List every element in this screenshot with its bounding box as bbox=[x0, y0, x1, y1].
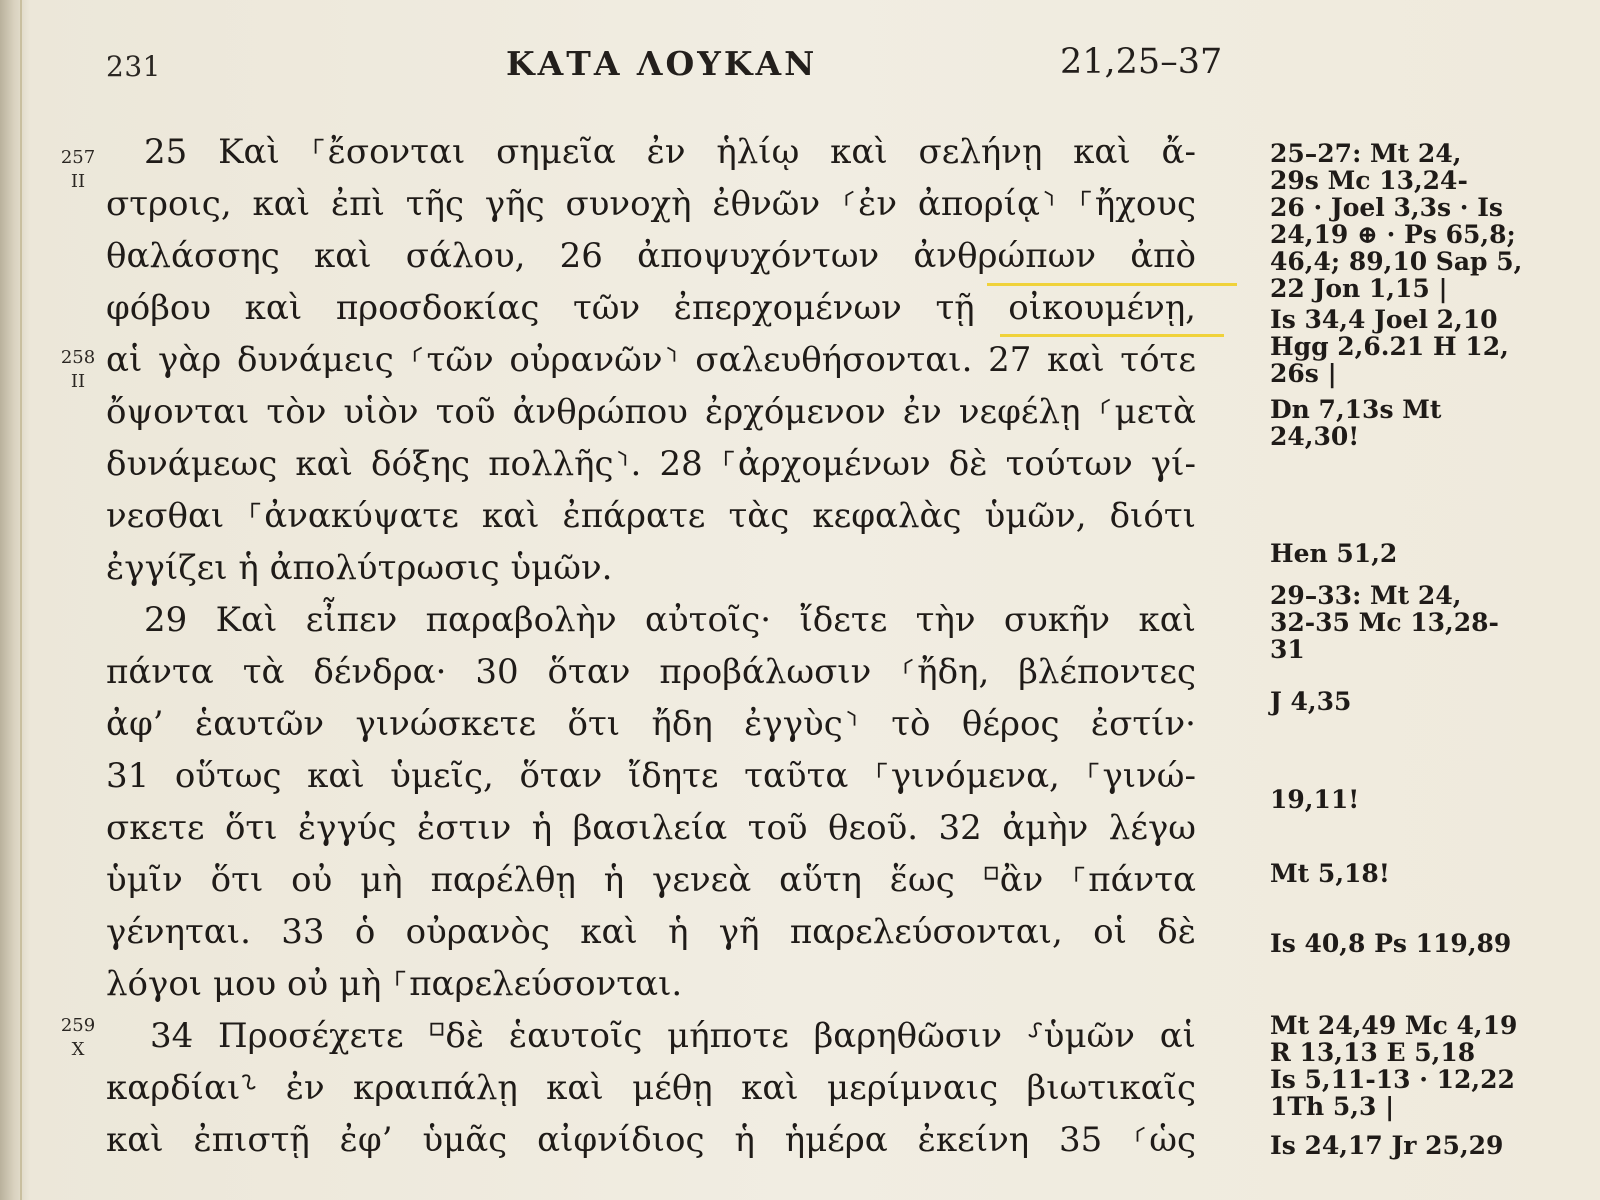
text-line: φόβου καὶ προσδοκίας τῶν ἐπερχομένων τῇ οἰκουμένῃ, bbox=[106, 288, 1196, 328]
note-line: 24,30! bbox=[1270, 422, 1360, 451]
highlighter-mark bbox=[1000, 334, 1224, 337]
note-line: 22 Jon 1,15 | bbox=[1270, 274, 1448, 303]
text-line: 29 Καὶ εἶπεν παραβολὴν αὐτοῖς· ἴδετε τὴν συκῆν καὶ bbox=[144, 600, 1196, 640]
text-line: νεσθαι ⸀ἀνακύψατε καὶ ἐπάρατε τὰς κεφαλὰς ὑμῶν, διότι bbox=[106, 496, 1196, 536]
note-line: 32-35 Mc 13,28- bbox=[1270, 608, 1499, 637]
cross-reference-note bbox=[1270, 540, 1590, 567]
note-line: 25–27: Mt 24, bbox=[1270, 139, 1462, 168]
book-title: ΚΑΤΑ ΛΟΥΚΑΝ bbox=[506, 44, 818, 83]
note-line: 26s | bbox=[1270, 359, 1337, 388]
text-line: 34 Προσέχετε ⸋δὲ ἑαυτοῖς μήποτε βαρηθῶσιν ⸉ὑμῶν αἱ bbox=[150, 1016, 1196, 1056]
note-line: 19,11! bbox=[1270, 785, 1360, 814]
section-number bbox=[58, 1014, 98, 1062]
note-line: 46,4; 89,10 Sap 5, bbox=[1270, 247, 1523, 276]
text-line: ἀφ’ ἑαυτῶν γινώσκετε ὅτι ἤδη ἐγγὺς⸃ τὸ θέρος ἐστίν· bbox=[106, 704, 1196, 744]
text-line: πάντα τὰ δένδρα· 30 ὅταν προβάλωσιν ⸂ἤδη, βλέποντες bbox=[106, 652, 1196, 692]
text-line: σκετε ὅτι ἐγγύς ἐστιν ἡ βασιλεία τοῦ θεοῦ. 32 ἀμὴν λέγω bbox=[106, 808, 1196, 848]
running-head bbox=[0, 40, 1600, 90]
cross-reference-note bbox=[1270, 582, 1590, 663]
section-roman: II bbox=[70, 371, 86, 392]
section-num: 259 bbox=[60, 1015, 96, 1036]
note-line: R 13,13 E 5,18 bbox=[1270, 1038, 1476, 1067]
note-line: Is 34,4 Joel 2,10 bbox=[1270, 305, 1498, 334]
text-line: 31 οὕτως καὶ ὑμεῖς, ὅταν ἴδητε ταῦτα ⸀γινόμενα, ⸀γινώ- bbox=[106, 756, 1196, 796]
note-line: 1Th 5,3 | bbox=[1270, 1092, 1395, 1121]
highlighter-mark bbox=[987, 283, 1237, 286]
note-line: Hen 51,2 bbox=[1270, 539, 1398, 568]
note-line: J 4,35 bbox=[1270, 687, 1352, 716]
text-line: αἱ γὰρ δυνάμεις ⸂τῶν οὐρανῶν⸃ σαλευθήσονται. 27 καὶ τότε bbox=[106, 340, 1196, 380]
cross-reference-note bbox=[1270, 306, 1590, 387]
section-number bbox=[58, 346, 98, 394]
note-line: 29s Mc 13,24- bbox=[1270, 166, 1468, 195]
section-num: 257 bbox=[60, 147, 96, 168]
text-line: καρδίαι⸊ ἐν κραιπάλῃ καὶ μέθῃ καὶ μερίμναις βιωτικαῖς bbox=[106, 1068, 1196, 1108]
note-line: 29–33: Mt 24, bbox=[1270, 581, 1462, 610]
section-number bbox=[58, 146, 98, 194]
note-line: Is 40,8 Ps 119,89 bbox=[1270, 929, 1512, 958]
text-line: 25 Καὶ ⸀ἔσονται σημεῖα ἐν ἡλίῳ καὶ σελήνῃ καὶ ἄ- bbox=[144, 132, 1196, 172]
note-line: Dn 7,13s Mt bbox=[1270, 395, 1442, 424]
cross-reference-note bbox=[1270, 930, 1590, 957]
note-line: 26 · Joel 3,3s · Is bbox=[1270, 193, 1503, 222]
text-line: ὄψονται τὸν υἱὸν τοῦ ἀνθρώπου ἐρχόμενον ἐν νεφέλῃ ⸂μετὰ bbox=[106, 392, 1196, 432]
page-number: 231 bbox=[106, 50, 161, 83]
text-line: θαλάσσης καὶ σάλου, 26 ἀποψυχόντων ἀνθρώπων ἀπὸ bbox=[106, 236, 1196, 276]
text-line: στροις, καὶ ἐπὶ τῆς γῆς συνοχὴ ἐθνῶν ⸂ἐν ἀπορίᾳ⸃ ⸀ἤχους bbox=[106, 184, 1196, 224]
note-line: 24,19 ⊕ · Ps 65,8; bbox=[1270, 220, 1516, 249]
section-roman: II bbox=[70, 171, 86, 192]
note-line: Is 5,11-13 · 12,22 bbox=[1270, 1065, 1515, 1094]
text-line: λόγοι μου οὐ μὴ ⸀παρελεύσονται. bbox=[106, 964, 683, 1004]
note-line: 31 bbox=[1270, 635, 1305, 664]
cross-reference-note bbox=[1270, 1132, 1590, 1159]
text-line: ἐγγίζει ἡ ἀπολύτρωσις ὑμῶν. bbox=[106, 548, 613, 588]
note-line: Mt 5,18! bbox=[1270, 859, 1390, 888]
text-line: γένηται. 33 ὁ οὐρανὸς καὶ ἡ γῆ παρελεύσονται, οἱ δὲ bbox=[106, 912, 1196, 952]
chapter-verse-range: 21,25–37 bbox=[1060, 42, 1223, 82]
cross-reference-note bbox=[1270, 1012, 1590, 1120]
cross-reference-note bbox=[1270, 688, 1590, 715]
note-line: Mt 24,49 Mc 4,19 bbox=[1270, 1011, 1518, 1040]
cross-reference-note bbox=[1270, 860, 1590, 887]
cross-reference-note bbox=[1270, 140, 1590, 302]
cross-reference-note bbox=[1270, 396, 1590, 450]
section-roman: X bbox=[71, 1039, 85, 1060]
gutter-edge bbox=[20, 0, 22, 1200]
text-line: δυνάμεως καὶ δόξης πολλῆς⸃. 28 ⸀ἀρχομένων δὲ τούτων γί- bbox=[106, 444, 1196, 484]
text-line: ὑμῖν ὅτι οὐ μὴ παρέλθῃ ἡ γενεὰ αὕτη ἕως ⸋ἂν ⸀πάντα bbox=[106, 860, 1196, 900]
note-line: Hgg 2,6.21 H 12, bbox=[1270, 332, 1509, 361]
section-num: 258 bbox=[60, 347, 96, 368]
note-line: Is 24,17 Jr 25,29 bbox=[1270, 1131, 1504, 1160]
cross-reference-note bbox=[1270, 786, 1590, 813]
text-line: καὶ ἐπιστῇ ἐφ’ ὑμᾶς αἰφνίδιος ἡ ἡμέρα ἐκείνη 35 ⸂ὡς bbox=[106, 1120, 1196, 1160]
